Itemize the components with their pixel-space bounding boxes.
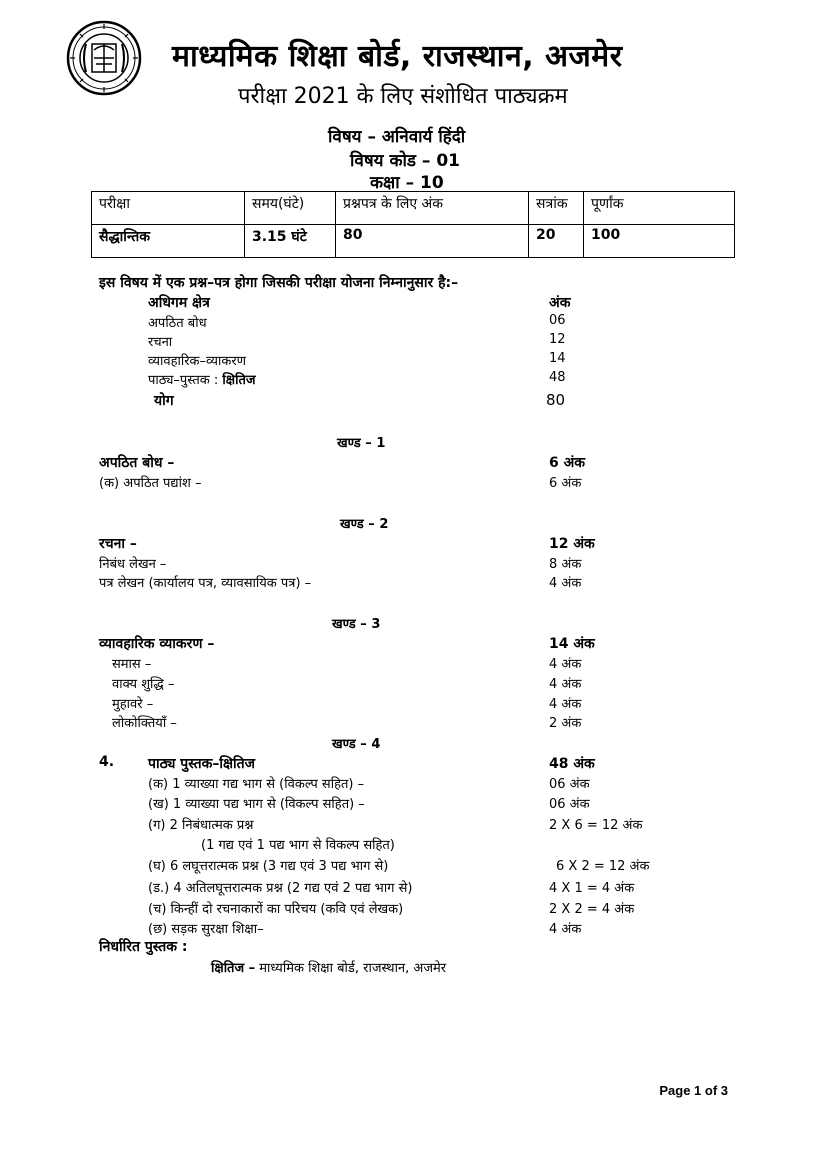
- section-4-heading-marks: 48 अंक: [549, 756, 595, 772]
- prescribed-publisher: माध्यमिक शिक्षा बोर्ड, राजस्थान, अजमेर: [255, 961, 447, 976]
- scheme-total-label: योग: [154, 393, 174, 409]
- scheme-intro: इस विषय में एक प्रश्न–पत्र होगा जिसकी परीक्षा योजना निम्नानुसार है:–: [99, 275, 459, 291]
- section-3-item-marks: 4 अंक: [549, 657, 582, 672]
- prescribed-book: क्षितिज –: [211, 961, 256, 976]
- section-4-number: 4.: [99, 754, 115, 770]
- section-4-item-marks: 2 X 6 = 12 अंक: [549, 818, 643, 833]
- page-number: Page 1 of 3: [659, 1083, 728, 1098]
- section-3-title: खण्ड – 3: [332, 617, 381, 632]
- board-title: माध्यमिक शिक्षा बोर्ड, राजस्थान, अजमेर: [172, 39, 623, 74]
- table-cell: 100: [584, 225, 735, 258]
- table-cell: सैद्धान्तिक: [92, 225, 245, 258]
- section-4-title: खण्ड – 4: [332, 737, 381, 752]
- table-header-cell: पूर्णांक: [584, 192, 735, 225]
- section-4-heading: पाठ्य पुस्तक–क्षितिज: [148, 756, 256, 772]
- table-header-cell: प्रश्नपत्र के लिए अंक: [336, 192, 529, 225]
- section-3-item-marks: 4 अंक: [549, 677, 582, 692]
- scheme-area-header: अधिगम क्षेत्र: [148, 295, 210, 311]
- section-3-heading-marks: 14 अंक: [549, 636, 595, 652]
- section-4-item-marks: 06 अंक: [549, 777, 590, 792]
- section-4-item-marks: 6 X 2 = 12 अंक: [556, 859, 650, 874]
- table-header-row: [92, 192, 735, 225]
- scheme-textbook-prefix: पाठ्य–पुस्तक :: [148, 373, 223, 388]
- scheme-item-label: रचना: [148, 335, 173, 350]
- section-1-heading: अपठित बोध –: [99, 455, 175, 471]
- section-4-item-note: (1 गद्य एवं 1 पद्य भाग से विकल्प सहित): [201, 838, 395, 853]
- section-4-item-marks: 4 X 1 = 4 अंक: [549, 881, 635, 896]
- scheme-textbook-marks: 48: [549, 370, 566, 385]
- section-4-item-label: (च) किन्हीं दो रचनाकारों का परिचय (कवि एवं लेखक): [148, 902, 404, 917]
- scheme-total-value: 80: [546, 391, 566, 409]
- page-subtitle: परीक्षा 2021 के लिए संशोधित पाठ्यक्रम: [238, 84, 568, 109]
- table-header-cell: समय(घंटे): [245, 192, 336, 225]
- section-4-item-marks: 4 अंक: [549, 922, 582, 937]
- scheme-textbook-label: [148, 370, 256, 388]
- board-seal-logo: [66, 20, 142, 96]
- scheme-item-label: व्यावहारिक–व्याकरण: [148, 354, 247, 369]
- section-3-heading: व्यावहारिक व्याकरण –: [99, 636, 215, 652]
- section-4-item-label: (क) 1 व्याख्या गद्य भाग से (विकल्प सहित) –: [148, 777, 365, 792]
- scheme-item-marks: 14: [549, 351, 566, 366]
- scheme-item-marks: 12: [549, 332, 566, 347]
- section-4-item-label: (छ) सड़क सुरक्षा शिक्षा–: [148, 922, 264, 937]
- section-4-item-marks: 06 अंक: [549, 797, 590, 812]
- section-2-item-label: निबंध लेखन –: [99, 557, 167, 572]
- table-row: [92, 225, 735, 258]
- subject-line: विषय – अनिवार्य हिंदी: [328, 127, 466, 147]
- section-4-item-label: (ड.) 4 अतिलघूत्तरात्मक प्रश्न (2 गद्य एवं 2 पद्य भाग से): [148, 881, 413, 896]
- table-cell: 80: [336, 225, 529, 258]
- section-1-item-marks: 6 अंक: [549, 476, 582, 491]
- section-4-item-marks: 2 X 2 = 4 अंक: [549, 902, 635, 917]
- section-2-item-label: पत्र लेखन (कार्यालय पत्र, व्यावसायिक पत्र) –: [99, 576, 312, 591]
- section-1-heading-marks: 6 अंक: [549, 455, 586, 471]
- section-2-item-marks: 4 अंक: [549, 576, 582, 591]
- section-1-title: खण्ड – 1: [337, 436, 386, 451]
- section-2-item-marks: 8 अंक: [549, 557, 582, 572]
- section-4-item-label: (घ) 6 लघूत्तरात्मक प्रश्न (3 गद्य एवं 3 पद्य भाग से): [148, 859, 389, 874]
- section-1-item-label: (क) अपठित पद्यांश –: [99, 476, 202, 491]
- class-line: कक्षा – 10: [370, 173, 444, 193]
- section-2-title: खण्ड – 2: [340, 517, 389, 532]
- prescribed-book-line: [211, 958, 446, 976]
- table-cell: 20: [529, 225, 584, 258]
- section-3-item-marks: 4 अंक: [549, 697, 582, 712]
- section-3-item-label: समास –: [112, 657, 152, 672]
- table-header-cell: परीक्षा: [92, 192, 245, 225]
- scheme-item-label: अपठित बोध: [148, 316, 207, 331]
- table-cell: 3.15 घंटे: [245, 225, 336, 258]
- section-2-heading-marks: 12 अंक: [549, 536, 595, 552]
- section-4-item-label: (ग) 2 निबंधात्मक प्रश्न: [148, 818, 254, 833]
- section-2-heading: रचना –: [99, 536, 137, 552]
- section-4-item-label: (ख) 1 व्याख्या पद्य भाग से (विकल्प सहित) –: [148, 797, 365, 812]
- table-header-cell: सत्रांक: [529, 192, 584, 225]
- section-3-item-label: लोकोक्तियाँ –: [112, 716, 177, 731]
- subject-code-line: विषय कोड – 01: [350, 151, 461, 171]
- section-3-item-label: मुहावरे –: [112, 697, 154, 712]
- section-3-item-label: वाक्य शुद्धि –: [112, 677, 175, 692]
- marks-table: [91, 191, 735, 258]
- prescribed-label: निर्धारित पुस्तक :: [99, 939, 188, 955]
- scheme-textbook-name: क्षितिज: [222, 373, 256, 388]
- section-3-item-marks: 2 अंक: [549, 716, 582, 731]
- scheme-item-marks: 06: [549, 313, 566, 328]
- scheme-marks-header: अंक: [549, 295, 571, 311]
